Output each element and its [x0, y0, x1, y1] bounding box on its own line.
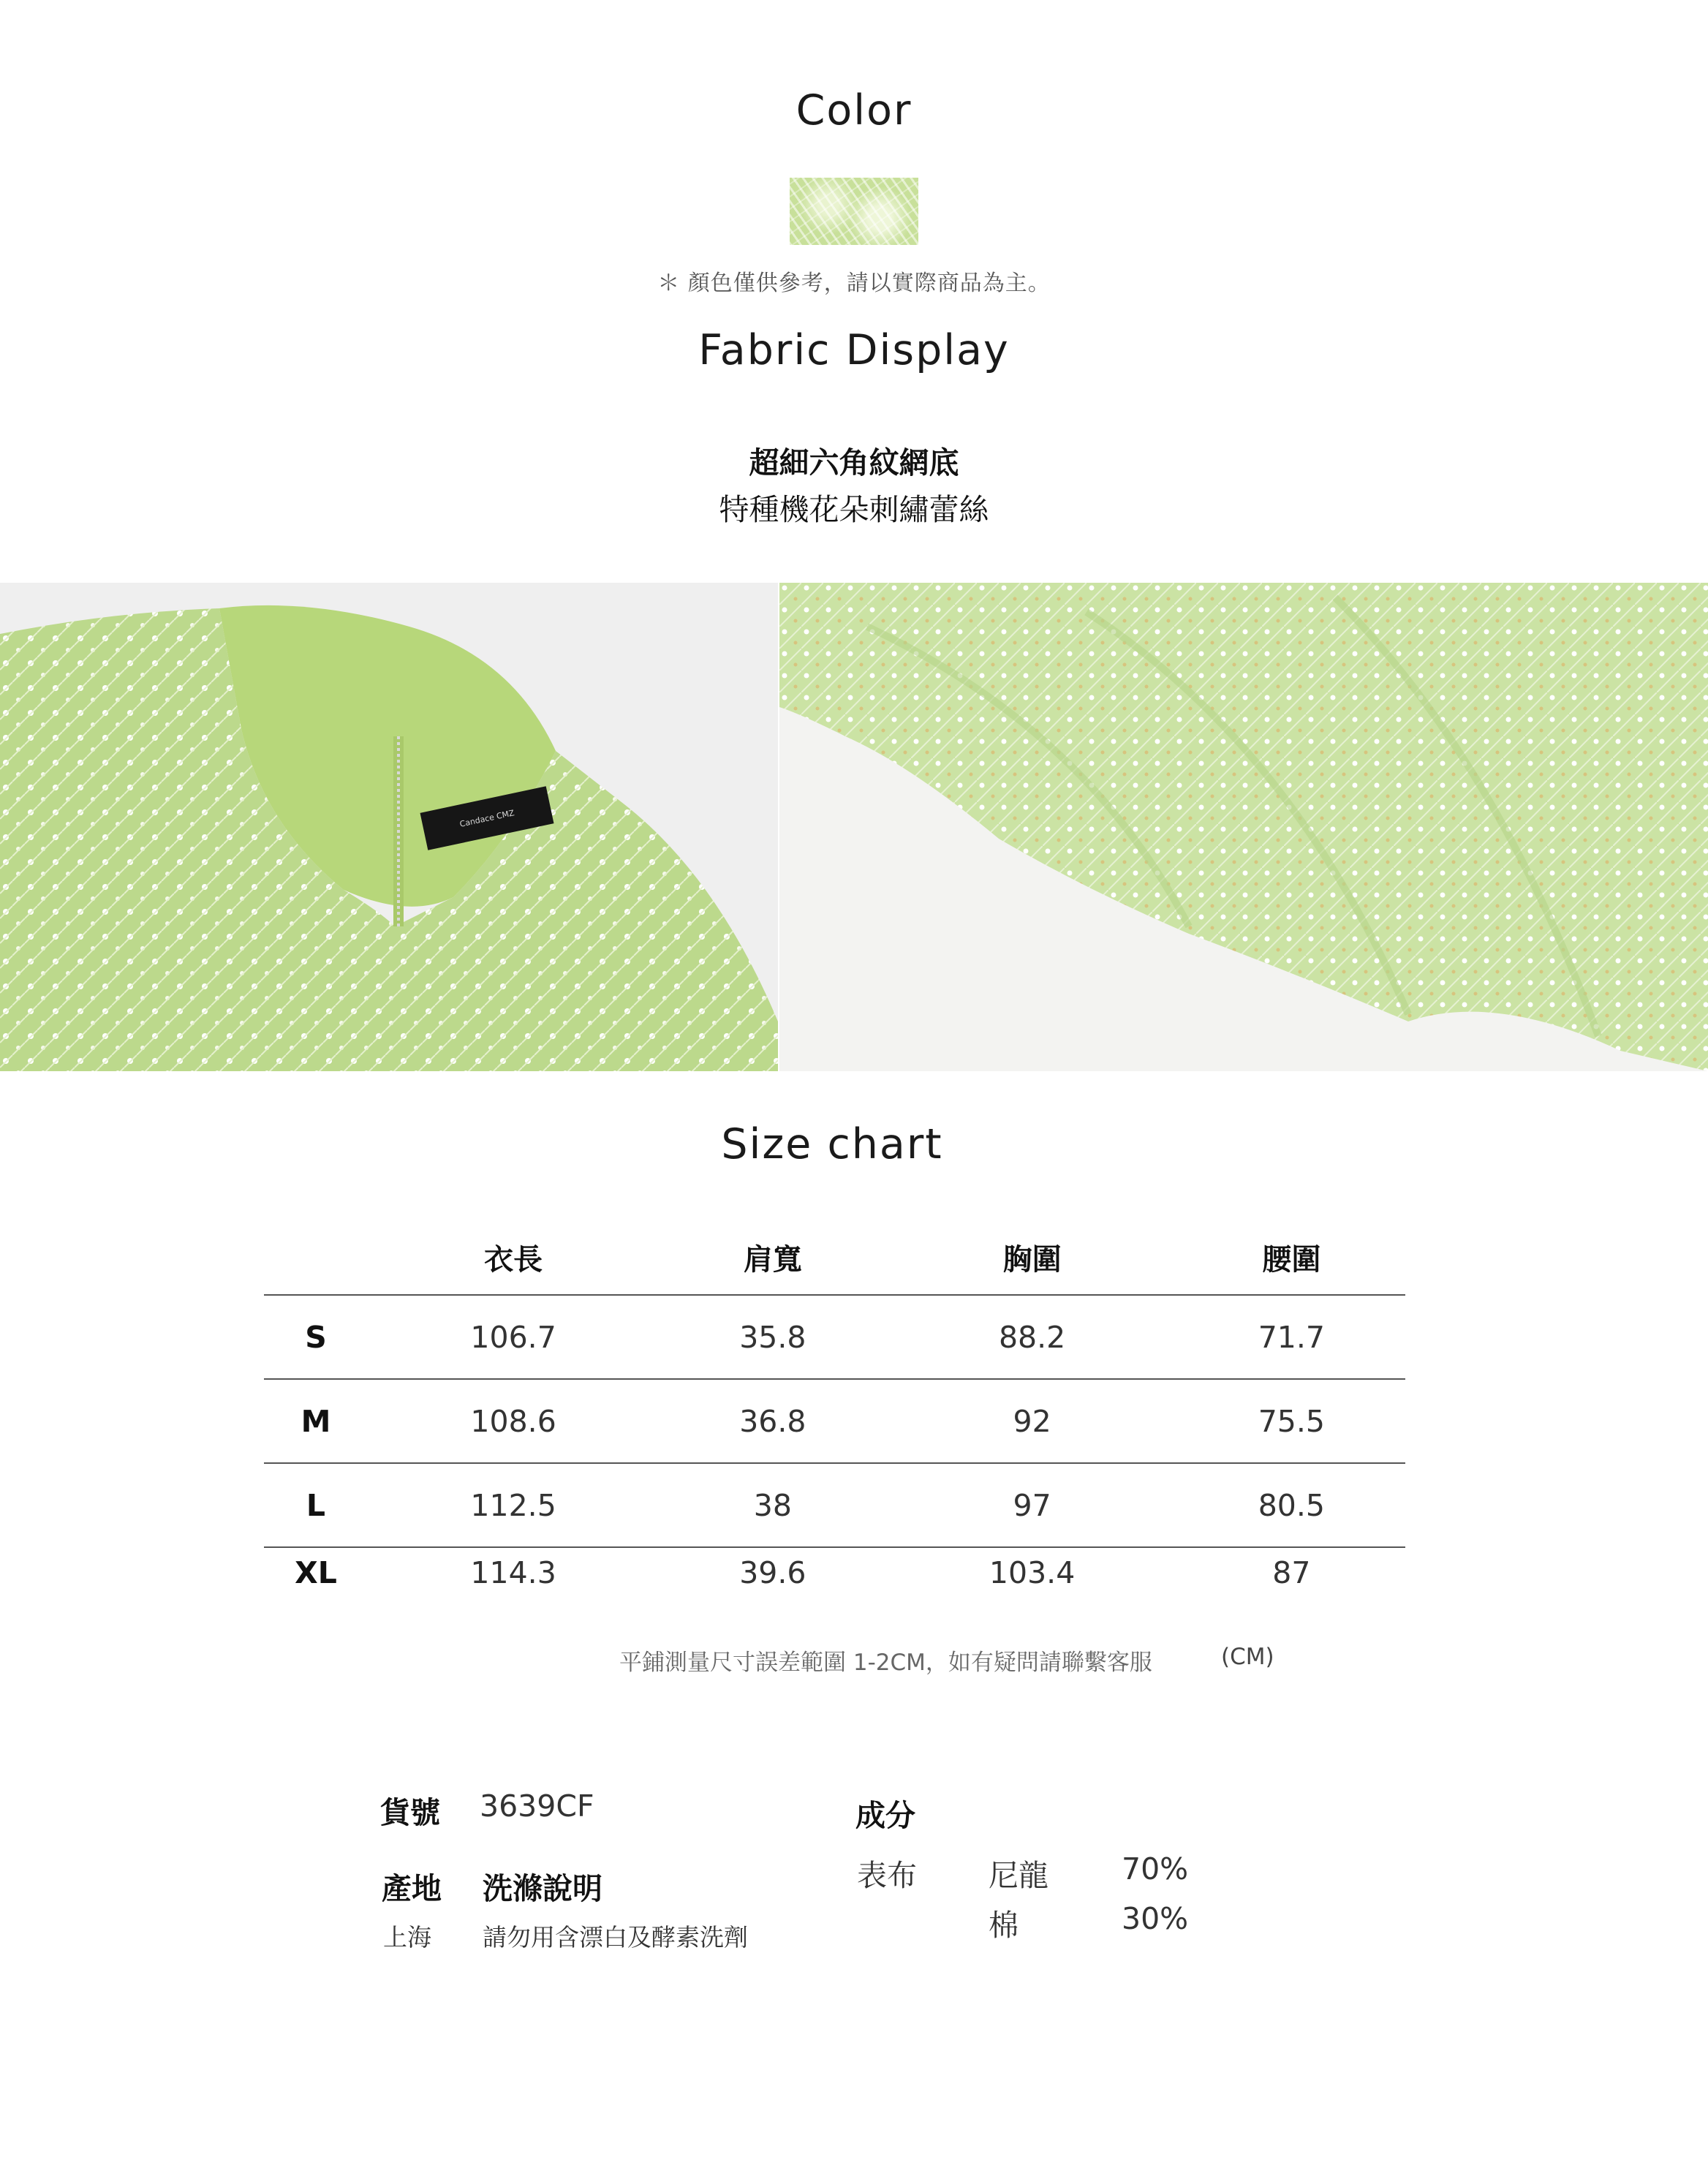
item-number-label: 貨號 [380, 1795, 440, 1830]
fabric-description-line2: 特種機花朵刺繡蕾絲 [719, 492, 989, 527]
size-chart-title: Size chart [721, 1120, 943, 1168]
table-cell: 92 [886, 1379, 1177, 1463]
size-label: M [264, 1379, 368, 1463]
color-swatch[interactable] [790, 178, 918, 245]
table-cell: 97 [886, 1463, 1177, 1547]
fabric-title: Fabric Display [698, 326, 1010, 374]
table-cell: 71.7 [1178, 1295, 1405, 1379]
fabric-part-label: 表布 [857, 1858, 917, 1893]
table-row [264, 1547, 1405, 1629]
table-cell: 114.3 [470, 1555, 556, 1590]
material-percent: 70% [1122, 1851, 1189, 1886]
table-cell: 75.5 [1178, 1379, 1405, 1463]
origin-label: 產地 [382, 1871, 442, 1906]
table-cell: 35.8 [659, 1295, 886, 1379]
item-number-value: 3639CF [480, 1788, 594, 1824]
size-chart-table [264, 1220, 1405, 1629]
color-note: ＊ 顏色僅供參考，請以實際商品為主。 [657, 271, 1051, 296]
fabric-photo-lace-detail [779, 583, 1708, 1071]
header-length: 衣長 [368, 1220, 659, 1295]
header-waist: 腰圍 [1178, 1220, 1405, 1295]
table-row [264, 1295, 1405, 1379]
header-chest: 胸圍 [886, 1220, 1177, 1295]
table-row [264, 1463, 1405, 1547]
size-label: S [264, 1295, 368, 1379]
table-cell: 112.5 [368, 1463, 659, 1547]
table-cell: 39.6 [739, 1555, 806, 1590]
table-header-row [264, 1220, 1405, 1295]
table-cell: 38 [659, 1463, 886, 1547]
table-cell: 106.7 [368, 1295, 659, 1379]
table-cell: 87 [1272, 1555, 1311, 1590]
table-cell: 88.2 [886, 1295, 1177, 1379]
material-percent: 30% [1122, 1901, 1189, 1936]
care-label: 洗滌說明 [483, 1871, 602, 1906]
table-cell: 36.8 [659, 1379, 886, 1463]
composition-label: 成分 [855, 1798, 915, 1833]
header-shoulder: 肩寬 [659, 1220, 886, 1295]
table-cell: 108.6 [368, 1379, 659, 1463]
origin-value: 上海 [383, 1923, 431, 1952]
fabric-description-line1: 超細六角紋網底 [749, 445, 959, 480]
brand-label: Candace CMZ [420, 786, 554, 850]
table-cell: 80.5 [1178, 1463, 1405, 1547]
header-size [264, 1220, 368, 1295]
size-label: XL [295, 1555, 337, 1590]
fabric-photo-neckline [0, 583, 778, 1071]
size-unit: (CM) [1221, 1644, 1274, 1670]
table-cell: 103.4 [989, 1555, 1076, 1590]
size-label: L [264, 1463, 368, 1547]
material-name: 棉 [989, 1908, 1019, 1943]
size-measurement-note: 平鋪測量尺寸誤差範圍 1-2CM，如有疑問請聯繫客服 [619, 1650, 1152, 1676]
table-row [264, 1379, 1405, 1463]
care-value: 請勿用含漂白及酵素洗劑 [483, 1923, 748, 1952]
material-name: 尼龍 [989, 1858, 1048, 1893]
color-title: Color [796, 86, 912, 135]
